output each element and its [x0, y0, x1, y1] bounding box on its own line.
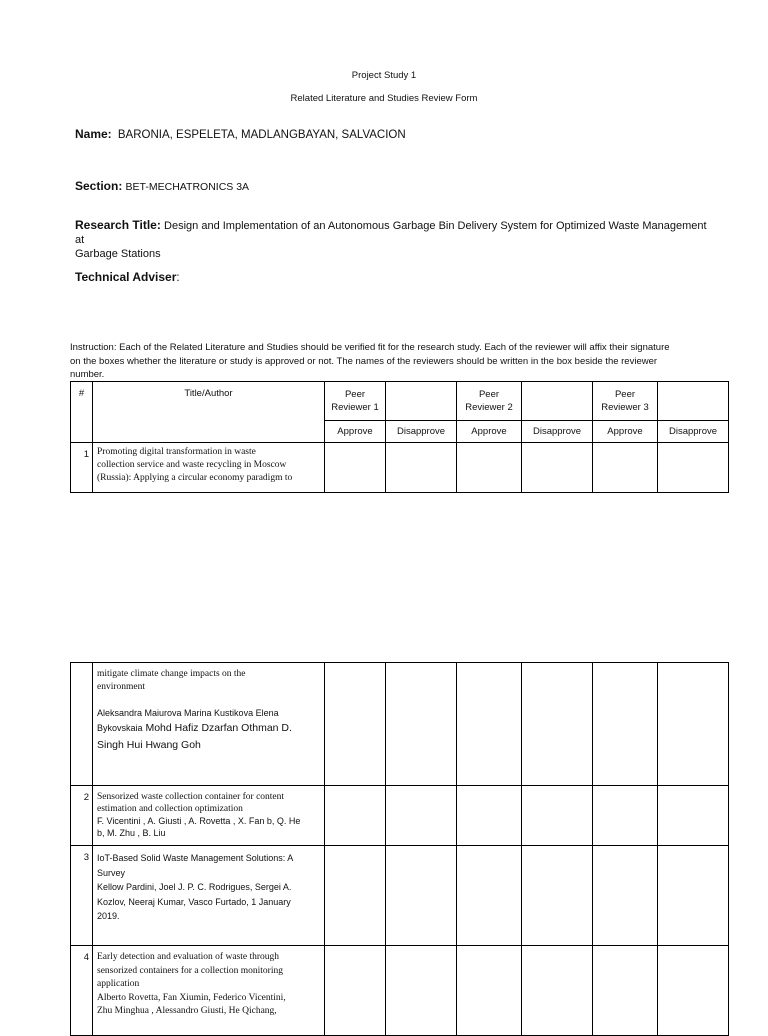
reviewer-2-header [457, 382, 522, 421]
disapprove-header: Disapprove [386, 421, 457, 443]
form-header-subtitle: Related Literature and Studies Review Form [290, 93, 478, 104]
signature-box[interactable] [658, 946, 729, 1036]
entry-title-line: environment [97, 682, 146, 692]
adviser-colon: : [176, 272, 180, 284]
adviser-label: Technical Adviser [75, 270, 177, 284]
signature-box[interactable] [457, 786, 522, 846]
section-value: BET-MECHATRONICS 3A [125, 181, 250, 193]
adviser-field [75, 270, 180, 284]
instruction-line: on the boxes whether the literature or study is approved or not. The names of the reviewers should be written in the box beside the reviewer [70, 355, 658, 367]
entry-title-line: application [97, 979, 140, 989]
literature-entry [93, 443, 325, 493]
reviewer-1-label: Reviewer 1 [331, 402, 379, 413]
row-number: 3 [71, 846, 93, 946]
signature-box[interactable] [522, 946, 593, 1036]
signature-box[interactable] [658, 663, 729, 786]
reviewer-1-name-box[interactable] [386, 382, 457, 421]
signature-box[interactable] [522, 443, 593, 493]
col-num-header: # [71, 382, 93, 443]
instruction-text [70, 341, 760, 382]
section-label: Section: [75, 179, 123, 193]
entry-author-line: 2019. [97, 911, 120, 921]
review-table-page1 [70, 381, 729, 493]
disapprove-header: Disapprove [658, 421, 729, 443]
signature-box[interactable] [325, 663, 386, 786]
signature-box[interactable] [325, 846, 386, 946]
signature-box[interactable] [457, 846, 522, 946]
reviewer-1-label: Peer [344, 389, 366, 400]
signature-box[interactable] [658, 786, 729, 846]
signature-box[interactable] [386, 443, 457, 493]
instruction-line: number. [70, 369, 105, 380]
entry-author-line: Singh Hui Hwang Goh [97, 739, 201, 751]
row-number: 2 [71, 786, 93, 846]
signature-box[interactable] [658, 443, 729, 493]
signature-box[interactable] [522, 786, 593, 846]
signature-box[interactable] [325, 443, 386, 493]
literature-entry [93, 663, 325, 786]
table-header-row [71, 382, 729, 421]
entry-title-line: mitigate climate change impacts on the [97, 669, 246, 679]
literature-entry [93, 946, 325, 1036]
entry-author-line: b, M. Zhu , B. Liu [97, 828, 166, 838]
entry-author-line: Aleksandra Maiurova Marina Kustikova Elena [97, 708, 279, 718]
approve-header: Approve [593, 421, 658, 443]
col-title-header: Title/Author [93, 382, 325, 443]
literature-entry [93, 786, 325, 846]
signature-box[interactable] [593, 443, 658, 493]
section-field [75, 179, 249, 193]
signature-box[interactable] [593, 946, 658, 1036]
signature-box[interactable] [325, 786, 386, 846]
instruction-line: Instruction: Each of the Related Literature and Studies should be verified fit for the research study. Each of the reviewer will affix their signature [70, 342, 670, 353]
entry-author-line: Kozlov, Neeraj Kumar, Vasco Furtado, 1 January [97, 896, 291, 907]
name-label: Name: [75, 127, 112, 141]
entry-title-line: IoT-Based Solid Waste Management Solutions: A [97, 853, 294, 863]
signature-box[interactable] [457, 443, 522, 493]
entry-author-line: Zhu Minghua , Alessandro Giusti, He Qichang, [97, 1006, 277, 1016]
signature-box[interactable] [386, 846, 457, 946]
signature-box[interactable] [386, 946, 457, 1036]
research-title-value: Design and Implementation of an Autonomous Garbage Bin Delivery System for Optimized Waste Management at [75, 220, 707, 246]
reviewer-3-label: Reviewer 3 [601, 402, 649, 413]
signature-box[interactable] [522, 663, 593, 786]
entry-title-line: Promoting digital transformation in waste [97, 447, 256, 457]
review-table-page2 [70, 662, 729, 1036]
signature-box[interactable] [593, 663, 658, 786]
row-number [71, 663, 93, 786]
row-number: 1 [71, 443, 93, 493]
entry-title-line: (Russia): Applying a circular economy paradigm to [97, 473, 293, 483]
entry-author-line: F. Vicentini , A. Giusti , A. Rovetta , X. Fan b, Q. He [97, 816, 301, 826]
table-row [71, 786, 729, 846]
signature-box[interactable] [522, 846, 593, 946]
disapprove-header: Disapprove [522, 421, 593, 443]
signature-box[interactable] [386, 786, 457, 846]
table-row [71, 946, 729, 1036]
reviewer-2-name-box[interactable] [522, 382, 593, 421]
entry-title-line: Sensorized waste collection container for content [97, 792, 285, 802]
name-field [75, 127, 406, 141]
reviewer-3-name-box[interactable] [658, 382, 729, 421]
research-title-value-cont: Garbage Stations [75, 248, 161, 260]
signature-box[interactable] [386, 663, 457, 786]
entry-title-line: Survey [97, 867, 126, 878]
reviewer-3-header [593, 382, 658, 421]
signature-box[interactable] [457, 663, 522, 786]
signature-box[interactable] [325, 946, 386, 1036]
entry-author-line: Mohd Hafiz Dzarfan Othman D. [142, 722, 292, 734]
table-row [71, 663, 729, 786]
signature-box[interactable] [593, 846, 658, 946]
form-header-title: Project Study 1 [351, 70, 417, 81]
name-value: BARONIA, ESPELETA, MADLANGBAYAN, SALVACION [117, 129, 406, 141]
table-row [71, 846, 729, 946]
approve-header: Approve [457, 421, 522, 443]
literature-entry [93, 846, 325, 946]
entry-title-line: Early detection and evaluation of waste through [97, 952, 280, 962]
approve-header: Approve [325, 421, 386, 443]
entry-title-line: sensorized containers for a collection monitoring [97, 965, 283, 976]
entry-title-line: estimation and collection optimization [97, 804, 243, 814]
entry-author-line: Kellow Pardini, Joel J. P. C. Rodrigues, Sergei A. [97, 882, 292, 892]
entry-title-line: collection service and waste recycling in Moscow [97, 460, 287, 470]
entry-author-line: Alberto Rovetta, Fan Xiumin, Federico Vicentini, [97, 992, 286, 1003]
research-title-label: Research Title: [75, 218, 161, 232]
signature-box[interactable] [658, 846, 729, 946]
reviewer-2-label: Reviewer 2 [465, 402, 513, 413]
signature-box[interactable] [593, 786, 658, 846]
signature-box[interactable] [457, 946, 522, 1036]
table-row [71, 443, 729, 493]
reviewer-1-header [325, 382, 386, 421]
entry-author-line: Bykovskaia [97, 723, 143, 733]
reviewer-2-label: Peer [478, 389, 500, 400]
reviewer-3-label: Peer [614, 389, 636, 400]
row-number: 4 [71, 946, 93, 1036]
research-title-field [75, 218, 715, 261]
